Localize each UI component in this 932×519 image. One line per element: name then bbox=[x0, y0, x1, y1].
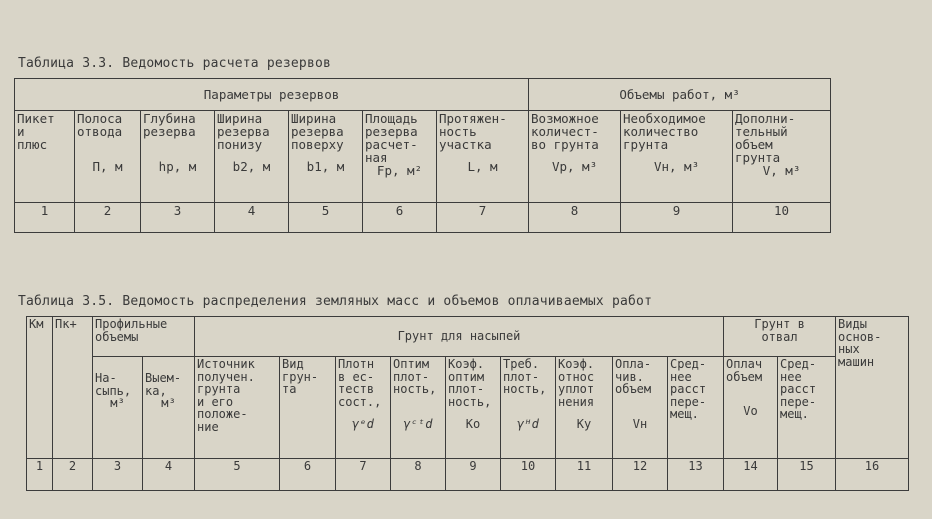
sub-header: Опла- чив. объем Vн bbox=[613, 357, 668, 459]
sub-header: Коэф. относ уплот нения Ку bbox=[556, 357, 613, 459]
col-number: 14 bbox=[724, 459, 778, 491]
col-number: 10 bbox=[501, 459, 556, 491]
table1-title: Таблица 3.3. Ведомость расчета резервов bbox=[18, 56, 332, 71]
col-number: 15 bbox=[778, 459, 836, 491]
col-number: 9 bbox=[621, 203, 733, 233]
col-number: 9 bbox=[446, 459, 501, 491]
col-number: 5 bbox=[289, 203, 363, 233]
col-number: 11 bbox=[556, 459, 613, 491]
reserves-table bbox=[14, 78, 831, 233]
col-number: 6 bbox=[280, 459, 336, 491]
col-number: 3 bbox=[141, 203, 215, 233]
col-header: Возможное количест- во грунта Vр, м³ bbox=[529, 111, 621, 203]
group-reserve-params: Параметры резервов bbox=[15, 79, 529, 111]
col-number: 1 bbox=[15, 203, 75, 233]
col-header: Ширина резерва поверху b1, м bbox=[289, 111, 363, 203]
pk-header: Пк+ bbox=[53, 317, 93, 459]
col-number: 8 bbox=[391, 459, 446, 491]
col-number: 13 bbox=[668, 459, 724, 491]
col-number: 12 bbox=[613, 459, 668, 491]
group-dump-soil: Грунт в отвал bbox=[724, 317, 836, 357]
col-number: 2 bbox=[75, 203, 141, 233]
col-number: 7 bbox=[437, 203, 529, 233]
earth-mass-table bbox=[26, 316, 909, 491]
col-number: 3 bbox=[93, 459, 143, 491]
sub-header: Оптим плот- ность, γᶜᵗd bbox=[391, 357, 446, 459]
sub-header: Плотн в ес- теств сост., γᵉd bbox=[336, 357, 391, 459]
sub-header: Сред- нее расст пере- мещ. bbox=[778, 357, 836, 459]
table2-title: Таблица 3.5. Ведомость распределения земляных масс и объемов оплачиваемых работ bbox=[18, 294, 653, 309]
col-number: 1 bbox=[27, 459, 53, 491]
col-number: 5 bbox=[195, 459, 280, 491]
col-header: Глубина резерва hр, м bbox=[141, 111, 215, 203]
col-number: 7 bbox=[336, 459, 391, 491]
km-header: Км bbox=[27, 317, 53, 459]
col-number: 10 bbox=[733, 203, 831, 233]
sub-header: На- сыпь, м³ bbox=[93, 357, 143, 459]
machines-header: Виды основ- ных машин bbox=[836, 317, 909, 459]
sub-header: Источник получен. грунта и его положе- ние bbox=[195, 357, 280, 459]
col-header: Пикет и плюс bbox=[15, 111, 75, 203]
sub-header: Коэф. оптим плот- ность, Ко bbox=[446, 357, 501, 459]
col-header: Протяжен- ность участка L, м bbox=[437, 111, 529, 203]
col-header: Полоса отвода П, м bbox=[75, 111, 141, 203]
col-header: Дополни- тельный объем грунта V, м³ bbox=[733, 111, 831, 203]
group-profile-volumes: Профильные объемы bbox=[93, 317, 195, 357]
col-header: Ширина резерва понизу b2, м bbox=[215, 111, 289, 203]
col-number: 16 bbox=[836, 459, 909, 491]
sub-header: Сред- нее расст пере- мещ. bbox=[668, 357, 724, 459]
col-number: 4 bbox=[143, 459, 195, 491]
group-work-volumes: Объемы работ, м³ bbox=[529, 79, 831, 111]
col-header: Площадь резерва расчет- ная Fр, м² bbox=[363, 111, 437, 203]
col-number: 8 bbox=[529, 203, 621, 233]
col-number: 2 bbox=[53, 459, 93, 491]
sub-header: Оплач объем Vо bbox=[724, 357, 778, 459]
sub-header: Вид грун- та bbox=[280, 357, 336, 459]
col-number: 6 bbox=[363, 203, 437, 233]
group-fill-soil: Грунт для насыпей bbox=[195, 317, 724, 357]
col-number: 4 bbox=[215, 203, 289, 233]
col-header: Необходимое количество грунта Vн, м³ bbox=[621, 111, 733, 203]
sub-header: Выем- ка, м³ bbox=[143, 357, 195, 459]
sub-header: Треб. плот- ность, γᴴd bbox=[501, 357, 556, 459]
